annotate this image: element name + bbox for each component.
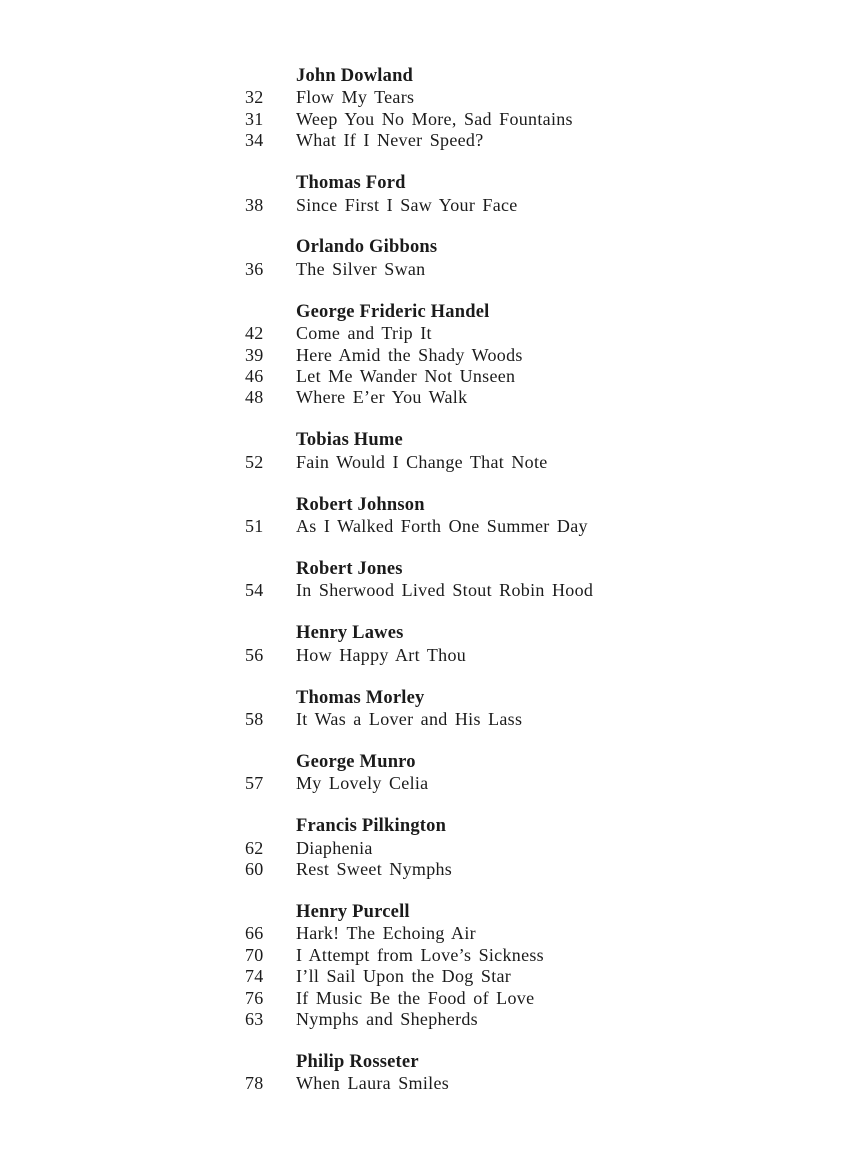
song-title: Since First I Saw Your Face xyxy=(296,194,518,215)
song-title: Let Me Wander Not Unseen xyxy=(296,365,516,386)
song-title: It Was a Lover and His Lass xyxy=(296,708,523,729)
toc-entry xyxy=(245,366,593,387)
composer-heading: George Frideric Handel xyxy=(296,301,490,322)
song-title: Come and Trip It xyxy=(296,323,432,344)
toc-section xyxy=(245,302,593,409)
section-entries xyxy=(245,195,593,216)
toc-entry xyxy=(245,988,593,1009)
page-number: 48 xyxy=(245,387,264,408)
page-number: 34 xyxy=(245,130,264,151)
page-number: 46 xyxy=(245,365,264,386)
song-title: Diaphenia xyxy=(296,837,373,858)
toc-entry xyxy=(245,130,593,151)
toc-entry xyxy=(245,1073,593,1094)
page-number: 62 xyxy=(245,837,264,858)
page-number: 78 xyxy=(245,1073,264,1094)
page-number: 63 xyxy=(245,1008,264,1029)
song-title: As I Walked Forth One Summer Day xyxy=(296,516,588,536)
toc-entry xyxy=(245,195,593,216)
toc-entry xyxy=(245,516,593,537)
page-number: 57 xyxy=(245,773,264,794)
page-number: 56 xyxy=(245,644,264,665)
section-entries xyxy=(245,580,593,601)
song-title: My Lovely Celia xyxy=(296,773,429,794)
toc-section xyxy=(245,559,593,602)
toc-section xyxy=(245,237,593,280)
section-entries xyxy=(245,452,593,473)
section-entries xyxy=(245,838,593,881)
song-title: I’ll Sail Upon the Dog Star xyxy=(296,966,512,987)
song-title: In Sherwood Lived Stout Robin Hood xyxy=(296,580,594,601)
song-title: Hark! The Echoing Air xyxy=(296,923,476,944)
toc-entry xyxy=(245,323,593,344)
toc-section xyxy=(245,173,593,216)
toc-section xyxy=(245,1052,593,1095)
song-title: How Happy Art Thou xyxy=(296,644,467,665)
toc-section xyxy=(245,752,593,795)
section-entries xyxy=(245,516,593,537)
page-number: 36 xyxy=(245,258,264,279)
toc-entry xyxy=(245,387,593,408)
toc-entry xyxy=(245,259,593,280)
composer-heading: Philip Rosseter xyxy=(296,1051,419,1072)
song-title: I Attempt from Love’s Sickness xyxy=(296,944,544,965)
composer-heading: Henry Purcell xyxy=(296,901,410,922)
toc-section xyxy=(245,623,593,666)
composer-heading: Thomas Ford xyxy=(296,173,406,194)
toc-entry xyxy=(245,87,593,108)
song-title: What If I Never Speed? xyxy=(296,130,484,151)
song-title: Fain Would I Change That Note xyxy=(296,451,548,472)
page-number: 66 xyxy=(245,923,264,944)
toc-entry xyxy=(245,452,593,473)
section-entries xyxy=(245,87,593,151)
toc-entry xyxy=(245,945,593,966)
composer-heading: Thomas Morley xyxy=(296,687,425,708)
toc-entry xyxy=(245,645,593,666)
toc-section xyxy=(245,902,593,1030)
song-title: Weep You No More, Sad Fountains xyxy=(296,108,573,129)
section-entries xyxy=(245,323,593,409)
section-entries xyxy=(245,1073,593,1094)
toc-entry xyxy=(245,709,593,730)
section-entries xyxy=(245,259,593,280)
page-number: 32 xyxy=(245,87,264,108)
song-title: When Laura Smiles xyxy=(296,1073,450,1094)
page-number: 70 xyxy=(245,944,264,965)
toc-entry xyxy=(245,580,593,601)
page-number: 42 xyxy=(245,323,264,344)
song-title: The Silver Swan xyxy=(296,258,426,279)
toc-entry xyxy=(245,859,593,880)
song-title: Nymphs and Shepherds xyxy=(296,1008,478,1029)
page-number: 58 xyxy=(245,708,264,729)
toc-entry xyxy=(245,109,593,130)
page-number: 39 xyxy=(245,344,264,365)
toc-section xyxy=(245,66,593,152)
page-number: 74 xyxy=(245,966,264,987)
section-entries xyxy=(245,923,593,1030)
section-entries xyxy=(245,645,593,666)
page-number: 76 xyxy=(245,987,264,1008)
song-title: Rest Sweet Nymphs xyxy=(296,858,453,879)
song-title: If Music Be the Food of Love xyxy=(296,987,535,1008)
toc-entry xyxy=(245,1009,593,1030)
page-number: 38 xyxy=(245,194,264,215)
composer-heading: Henry Lawes xyxy=(296,623,404,644)
toc-entry xyxy=(245,838,593,859)
page-number: 54 xyxy=(245,580,264,601)
composer-heading: Francis Pilkington xyxy=(296,816,447,837)
song-title: Here Amid the Shady Woods xyxy=(296,344,523,365)
toc-entry xyxy=(245,773,593,794)
page-number: 60 xyxy=(245,858,264,879)
page-number: 51 xyxy=(245,516,264,536)
page-number: 31 xyxy=(245,108,264,129)
section-entries xyxy=(245,773,593,794)
composer-heading: Robert Jones xyxy=(296,558,403,579)
toc-list xyxy=(245,66,593,1095)
composer-heading: John Dowland xyxy=(296,66,414,86)
page-number: 52 xyxy=(245,451,264,472)
toc-section xyxy=(245,495,593,538)
song-title: Where E’er You Walk xyxy=(296,387,468,408)
song-title: Flow My Tears xyxy=(296,87,415,108)
section-entries xyxy=(245,709,593,730)
toc-section xyxy=(245,816,593,880)
toc-section xyxy=(245,430,593,473)
composer-heading: Orlando Gibbons xyxy=(296,237,438,258)
composer-heading: George Munro xyxy=(296,751,416,772)
toc-entry xyxy=(245,923,593,944)
composer-heading: Tobias Hume xyxy=(296,430,403,451)
toc-entry xyxy=(245,966,593,987)
composer-heading: Robert Johnson xyxy=(296,494,425,515)
toc-entry xyxy=(245,345,593,366)
toc-section xyxy=(245,688,593,731)
